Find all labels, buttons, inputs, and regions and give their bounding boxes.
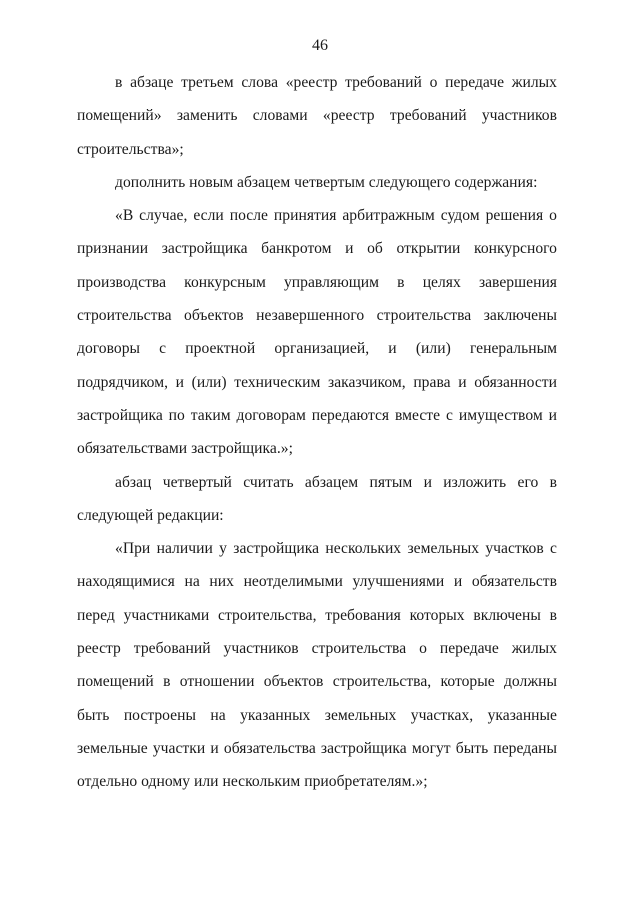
paragraph-5: «При наличии у застройщика нескольких земельных участков с находящимися на них неотделимыми улучшениями и обязательств перед участниками строительства, требования которых включены в реестр требований участников строительства о передаче жилых помещений в отношении объектов строительства, которые должны быть построены на указанных земельных участках, указанные земельные участки и обязательства застройщика могут быть переданы отдельно одному или нескольким приобретателям.»;: [77, 540, 557, 791]
paragraph-3: «В случае, если после принятия арбитражным судом решения о признании застройщика банкротом и об открытии конкурсного производства конкурсным управляющим в целях завершения строительства объектов незавершенного строительства заключены договоры с проектной организацией, и (или) генеральным подрядчиком, и (или) техническим заказчиком, права и обязанности застройщика по таким договорам передаются вместе с имуществом и обязательствами застройщика.»;: [77, 207, 557, 458]
paragraph-1: в абзаце третьем слова «реестр требований о передаче жилых помещений» заменить словами «реестр требований участников строительства»;: [77, 74, 557, 158]
document-body: [77, 66, 557, 799]
paragraph-2: дополнить новым абзацем четвертым следующего содержания:: [115, 173, 538, 191]
page-number: 46: [312, 37, 328, 54]
paragraph-4: абзац четвертый считать абзацем пятым и изложить его в следующей редакции:: [77, 473, 557, 524]
